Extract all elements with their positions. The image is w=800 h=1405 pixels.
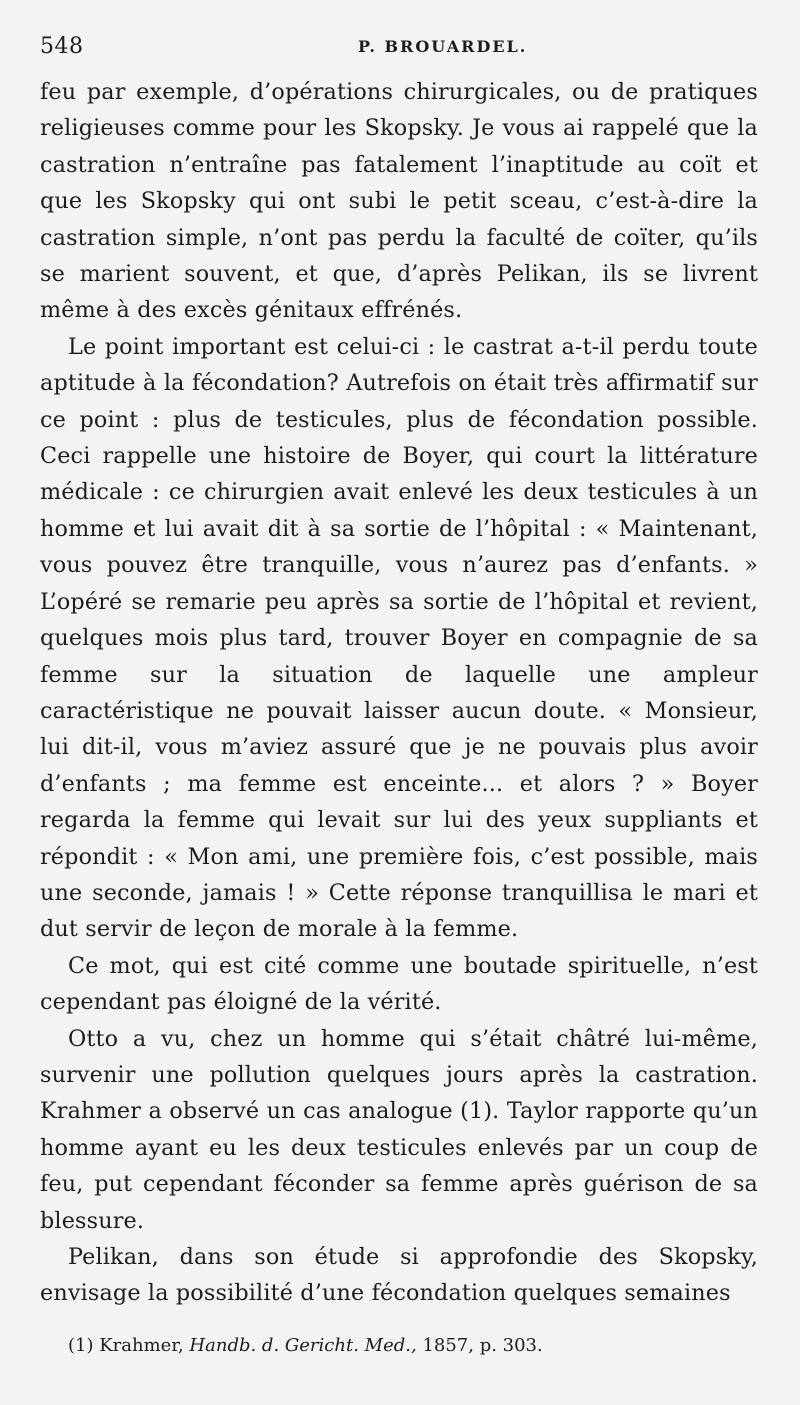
footnote-author: Krahmer, [99,1335,184,1356]
paragraph-5: Pelikan, dans son étude si approfondie des Skopsky, envisage la possibilité d’une fécondation quelques semaines [40,1244,758,1307]
footnote [68,1333,768,1359]
footnote-title: Handb. d. Gericht. Med., [189,1335,417,1356]
paragraph-2: Le point important est celui-ci : le castrat a-t-il perdu toute aptitude à la fécondation? Autrefois on était très affirmatif sur ce point : plus de testicules, plus de fécondation possible. Ceci rappelle une histoire de Boyer, qui court la littérature médicale : ce chirurgien avait enlevé les deux testicules à un homme et lui avait dit à sa sortie de l’hôpital : « Maintenant, vous pouvez être tranquille, vous n’aurez pas d’enfants. » L’opéré se remarie peu après sa sortie de l’hôpital et revient, quelques mois plus tard, trouver Boyer en compagnie de sa femme sur la situation de laquelle une ampleur caractéristique ne pouvait laisser aucun doute. « Monsieur, lui dit-il, vous m’aviez assuré que je ne pouvais plus avoir d’enfants ; ma femme est enceinte... et alors ? » Boyer regarda la femme qui levait sur lui des yeux suppliants et répondit : « Mon ami, une première fois, c’est possible, mais une seconde, jamais ! » Cette réponse tranquillisa le mari et dut servir de leçon de morale à la femme. [40,333,758,943]
paragraph-3: Ce mot, qui est cité comme une boutade spirituelle, n’est cependant pas éloigné de la vérité. [40,952,758,1016]
footnote-details: 1857, p. 303. [422,1335,543,1356]
page-header [40,34,760,64]
running-title: P. BROUARDEL. [358,37,528,56]
paragraph-4: Otto a vu, chez un homme qui s’était châtré lui-même, survenir une pollution quelques jours après la castration. Krahmer a observé un cas analogue (1). Taylor rapporte qu’un homme ayant eu les deux testicules enlevés par un coup de feu, put cependant féconder sa femme après guérison de sa blessure. [40,1025,758,1234]
paragraph-1: feu par exemple, d’opérations chirurgicales, ou de pratiques religieuses comme pour les Skopsky. Je vous ai rappelé que la castration n’entraîne pas fatalement l’inaptitude au coït et que les Skopsky qui ont subi le petit sceau, c’est-à-dire la castration simple, n’ont pas perdu la faculté de coïter, qu’ils se marient souvent, et que, d’après Pelikan, ils se livrent même à des excès génitaux effrénés. [40,79,758,324]
page-number: 548 [40,34,84,59]
footnote-marker: (1) [68,1335,94,1356]
body-text [40,74,758,1312]
